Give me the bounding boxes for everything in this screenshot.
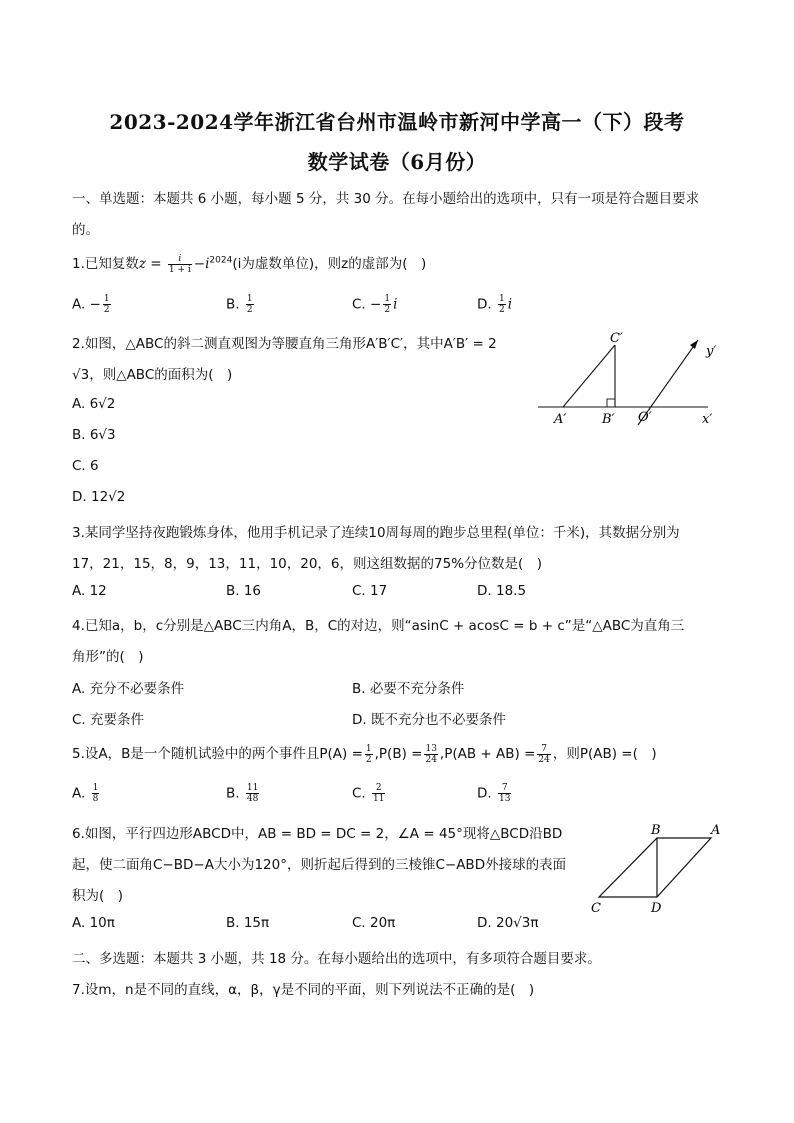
q5-option-b[interactable]: B. $\frac{11}{48}$ [226,783,259,804]
q2-option-b[interactable]: B. 6√3 [72,427,116,443]
y-axis-arrow [690,340,698,349]
q1-option-a[interactable]: A. − $\frac{1}{2}$ [72,294,110,315]
q6-option-c[interactable]: C. 20π [352,915,396,931]
q4-option-a[interactable]: A. 充分不必要条件 [72,681,185,697]
label-b-prime: B′ [602,412,615,427]
question-2-stem: 2.如图，△ABC的斜二测直观图为等腰直角三角形A′B′C′，其中A′B′ = 2 [72,336,497,352]
label-b: B [651,823,661,838]
question-5-stem: 5.设A，B是一个随机试验中的两个事件且P(A) = $\frac{1}{2}$ ,P(B) = $\frac{13}{24}$ ,P(AB + AB) = $\frac{7}{24}$ ，则P(AB) =( ) [72,743,657,765]
exam-title-line2: 数学试卷（6月份） [307,150,487,174]
label-c-prime: C′ [610,331,623,346]
q4-option-b[interactable]: B. 必要不充分条件 [352,681,465,697]
question-6-stem: 6.如图，平行四边形ABCD中，AB = BD = DC = 2，∠A = 45°现将△BCD沿BD [72,826,563,842]
q6-option-b[interactable]: B. 15π [226,915,270,931]
q6-parallelogram-figure [585,818,725,918]
q5-option-c[interactable]: C. $\frac{2}{11}$ [352,783,385,804]
q3-option-a[interactable]: A. 12 [72,583,107,599]
label-a-prime: A′ [554,412,567,427]
q1-option-b[interactable]: B. $\frac{1}{2}$ [226,294,253,315]
q6-option-d[interactable]: D. 20√3π [477,915,539,931]
question-1-stem: 1.已知复数z = $\frac{i}{1 + i}$ $-i^{2024}(i$为虚数单位)，则z的虚部为( ) [72,253,427,275]
q3-option-b[interactable]: B. 16 [226,583,262,599]
section2-heading: 二、多选题：本题共 3 小题，共 18 分。在每小题给出的选项中，有多项符合题目要求。 [72,951,601,967]
q1-option-d[interactable]: D. $\frac{1}{2}$ i [477,294,513,315]
label-a: A [711,823,721,838]
q5-option-d[interactable]: D. $\frac{7}{13}$ [477,783,511,804]
label-x-prime: x′ [702,412,713,427]
q3-option-c[interactable]: C. 17 [352,583,388,599]
exam-title-line1: 2023-2024学年浙江省台州市温岭市新河中学高一（下）段考 [109,110,685,134]
q1-fraction: $\frac{i}{1 + i}$ [168,253,191,275]
q5-option-a[interactable]: A. $\frac{1}{8}$ [72,783,99,804]
question-4-stem: 4.已知a，b，c分别是△ABC三内角A，B，C的对边，则“asinC + acosC = b + c”是“△ABC为直角三 [72,618,685,634]
section1-heading-cont: 的。 [72,222,99,238]
q6-option-a[interactable]: A. 10π [72,915,115,931]
question-3-stem: 3.某同学坚持夜跑锻炼身体，他用手机记录了连续10周每周的跑步总里程(单位：千米)，其数据分别为 [72,525,680,541]
label-y-prime: y′ [706,344,717,359]
question-4-stem-cont: 角形”的( ) [72,649,144,665]
question-6-stem-cont2: 积为( ) [72,888,124,904]
right-angle-mark [607,399,615,407]
q4-option-d[interactable]: D. 既不充分也不必要条件 [352,712,506,728]
q3-option-d[interactable]: D. 18.5 [477,583,527,599]
parallelogram-abdc [599,838,711,897]
q1-option-c[interactable]: C. − $\frac{1}{2}$ i [352,294,398,315]
triangle-side-ac [563,345,615,407]
q2-option-a[interactable]: A. 6√2 [72,396,116,412]
question-3-stem-cont: 17，21，15，8，9，13，11，10，20，6，则这组数据的75%分位数是( ) [72,556,543,572]
label-c: C [591,901,601,916]
question-7-stem: 7.设m，n是不同的直线，α，β，γ是不同的平面，则下列说法不正确的是( ) [72,982,535,998]
label-o-prime: O′ [638,410,652,425]
q4-option-c[interactable]: C. 充要条件 [72,712,145,728]
q2-option-c[interactable]: C. 6 [72,458,99,474]
q2-oblique-figure [530,325,730,435]
q2-option-d[interactable]: D. 12√2 [72,489,126,505]
question-6-stem-cont: 起，使二面角C−BD−A大小为120°，则折起后得到的三棱锥C−ABD外接球的表面 [72,857,567,873]
question-2-stem-cont: √3，则△ABC的面积为( ) [72,367,233,383]
section1-heading: 一、单选题：本题共 6 小题，每小题 5 分，共 30 分。在每小题给出的选项中，只有一项是符合题目要求 [72,191,700,207]
label-d: D [651,901,662,916]
